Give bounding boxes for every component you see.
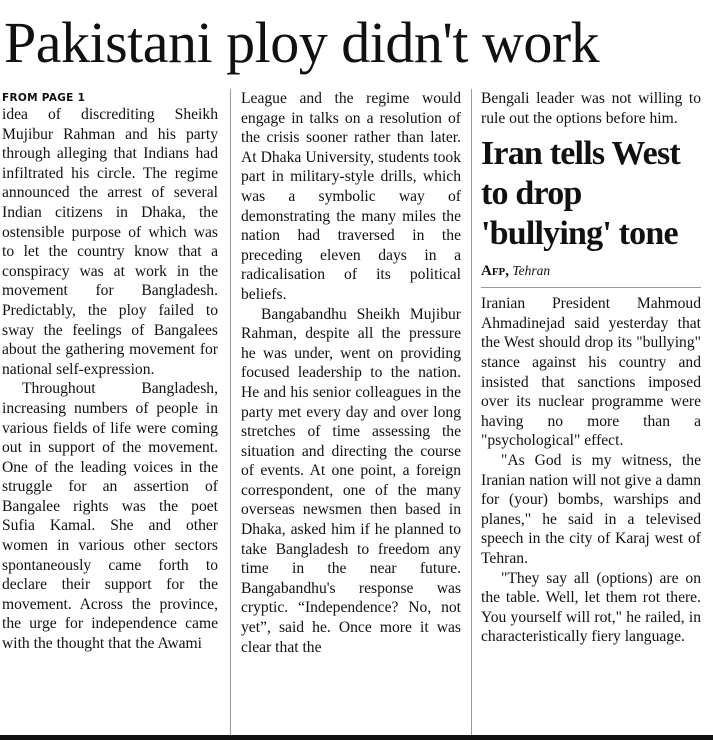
second-headline: Iran tells West to drop 'bullying' tone — [481, 135, 680, 253]
body-paragraph: "They say all (options) are on the table. Well, let them rot there. You yourself will rot," he railed, in characteristically fiery language. — [481, 569, 701, 646]
byline — [481, 262, 701, 280]
continuation-kicker: FROM PAGE 1 — [2, 92, 86, 104]
byline-divider — [481, 287, 701, 288]
body-paragraph: Throughout Bangladesh, increasing numbers of people in various fields of life were coming out in support of the movement. One of the leading voices in the struggle for an assertion of Bangalee rights was the poet Sufia Kamal. She and other women in various other sectors spontaneously came forth to declare their support for the movement. Across the province, the urge for independence came with the thought that the Awami — [2, 380, 218, 653]
column-divider — [230, 89, 231, 735]
bottom-border — [0, 735, 713, 740]
column-2 — [241, 89, 461, 740]
body-paragraph: League and the regime would engage in talks on a resolution of the crisis sooner rather than later. At Dhaka University, students took part in military-style drills, which was a symbolic way of demonstrating the many miles the nation had traversed in the preceding eleven days in a radicalisation of its political beliefs. — [241, 90, 461, 303]
body-paragraph: Bengali leader was not willing to rule out the options before him. — [481, 90, 701, 127]
byline-agency: Afp, — [481, 263, 510, 280]
byline-place: Tehran — [512, 263, 551, 279]
column-3 — [481, 89, 701, 740]
body-paragraph: idea of discrediting Sheikh Mujibur Rahman and his party through alleging that Indians had infiltrated his circle. The regime announced the arrest of several Indian citizens in Dhaka, the ostensible purpose of which was to let the country know that a conspiracy was at work in the movement for Bangladesh. Predictably, the ploy failed to sway the feelings of Bangalees about the gathering movement for national self-expression. — [2, 106, 218, 378]
main-headline: Pakistani ploy didn't work — [4, 10, 600, 75]
body-paragraph: "As God is my witness, the Iranian nation will not give a damn for (your) bombs, warships and planes," he said in a televised speech in the city of Karaj west of Tehran. — [481, 451, 701, 567]
body-paragraph: Iranian President Mahmoud Ahmadinejad said yesterday that the West should drop its "bullying" stance against his country and insisted that sanctions imposed over its nuclear programme were having no more than a "psychological" effect. — [481, 295, 701, 450]
column-1 — [2, 89, 218, 740]
body-paragraph: Bangabandhu Sheikh Mujibur Rahman, despite all the pressure he was under, went on providing focused leadership to the nation. He and his senior colleagues in the party met every day and over long stretches of time assessing the situation and directing the course of events. At one point, a foreign correspondent, one of the many overseas newsmen then based in Dhaka, asked him if he planned to take Bangladesh to freedom any time in the near future. Bangabandhu's response was cryptic. “Independence? No, not yet”, said he. Once more it was clear that the — [241, 305, 461, 656]
column-divider — [471, 89, 472, 735]
